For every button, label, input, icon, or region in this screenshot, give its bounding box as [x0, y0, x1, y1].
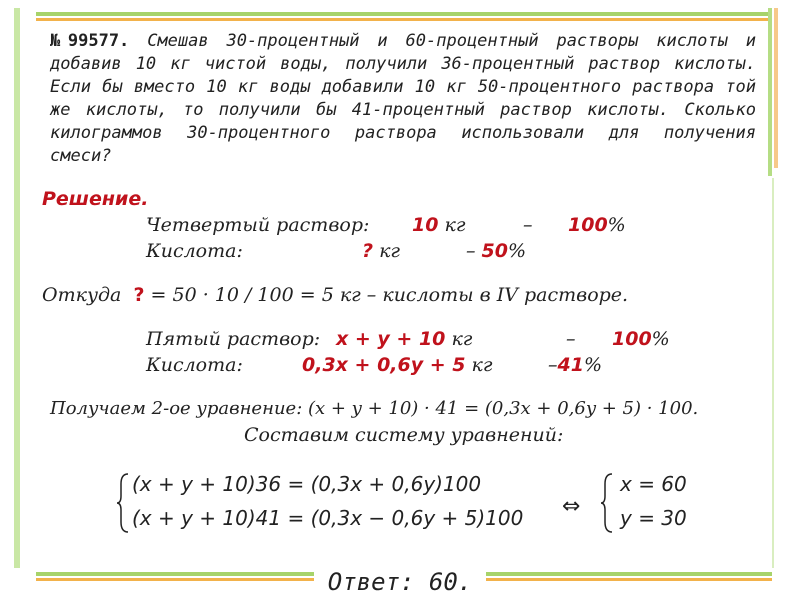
row3-label: Пятый раствор: [146, 328, 321, 350]
row4-amount [302, 354, 492, 376]
solution-y: y = 30 [620, 506, 687, 530]
row3-pct-sign: % [651, 328, 670, 350]
row4-label: Кислота: [146, 354, 243, 376]
problem-text: Смешав 30-процентный и 60-процентный растворы кислоты и добавив 10 кг чистой воды, получили 36-процентный раствор кислоты. Если бы вместо 10 кг воды добавили 10 кг 50-процентного раствора той же кислоты, то получили бы 41-процентный раствор кислоты. Сколько килограммов 30-процентного раствора использовали для получения смеси? [50, 31, 756, 166]
row2-pct-value: 50 [481, 240, 508, 262]
row2-value: ? [362, 240, 374, 262]
row2-label: Кислота: [146, 240, 243, 262]
equivalence-arrow-icon: ⇔ [562, 494, 581, 519]
row1-label: Четвертый раствор: [146, 214, 370, 236]
row2-amount [362, 240, 400, 262]
frame-right-line [768, 8, 772, 176]
row3-value: x + y + 10 [336, 328, 446, 350]
row4-pct-value: 41 [557, 354, 584, 376]
row1-pct-value: 100 [568, 214, 608, 236]
frame-top-line [36, 12, 772, 16]
answer-label: Ответ: 60. [314, 565, 486, 599]
second-equation: Получаем 2-ое уравнение: (x + y + 10) · 41 = (0,3x + 0,6y + 5) · 100. [50, 398, 699, 419]
row2-dash: – [466, 240, 476, 262]
row3-dash: – [566, 328, 576, 350]
row3-amount [336, 328, 472, 350]
row4-value: 0,3x + 0,6y + 5 [302, 354, 466, 376]
problem-number: №99577. [50, 31, 130, 51]
frame-left-line [14, 8, 20, 568]
row2-unit: кг [379, 240, 401, 262]
solution-x: x = 60 [620, 472, 687, 496]
row1-dash: – [523, 214, 533, 236]
row2-pct-sign: % [508, 240, 527, 262]
frame-right-line-accent [774, 8, 778, 168]
system-equation-1: (x + y + 10)36 = (0,3x + 0,6y)100 [132, 472, 482, 496]
row3-unit: кг [451, 328, 473, 350]
row1-value: 10 [412, 214, 439, 236]
row1-percent [568, 214, 626, 236]
frame-right-line-lower [772, 178, 774, 568]
row1-unit: кг [444, 214, 466, 236]
row1-pct-sign: % [607, 214, 626, 236]
problem-statement [50, 30, 756, 168]
solution-title: Решение. [42, 188, 149, 210]
whence-line [42, 284, 628, 306]
whence-question: ? [133, 284, 145, 306]
row4-unit: кг [471, 354, 493, 376]
row4-dash: – [548, 354, 558, 376]
row4-pct-sign: % [583, 354, 603, 376]
row1-amount [412, 214, 465, 236]
whence-prefix: Откуда [42, 284, 122, 306]
system-title: Составим систему уравнений: [244, 424, 564, 446]
right-system-brace-icon [600, 472, 614, 534]
row3-pct-value: 100 [612, 328, 652, 350]
frame-top-line-accent [36, 18, 772, 21]
system-equation-2: (x + y + 10)41 = (0,3x − 0,6y + 5)100 [132, 506, 524, 530]
row2-percent [466, 240, 526, 262]
row3-percent [612, 328, 670, 350]
row4-percent [548, 354, 602, 376]
whence-rest: = 50 · 10 / 100 = 5 кг – кислоты в IV растворе. [150, 284, 629, 306]
left-system-brace-icon [116, 472, 130, 534]
